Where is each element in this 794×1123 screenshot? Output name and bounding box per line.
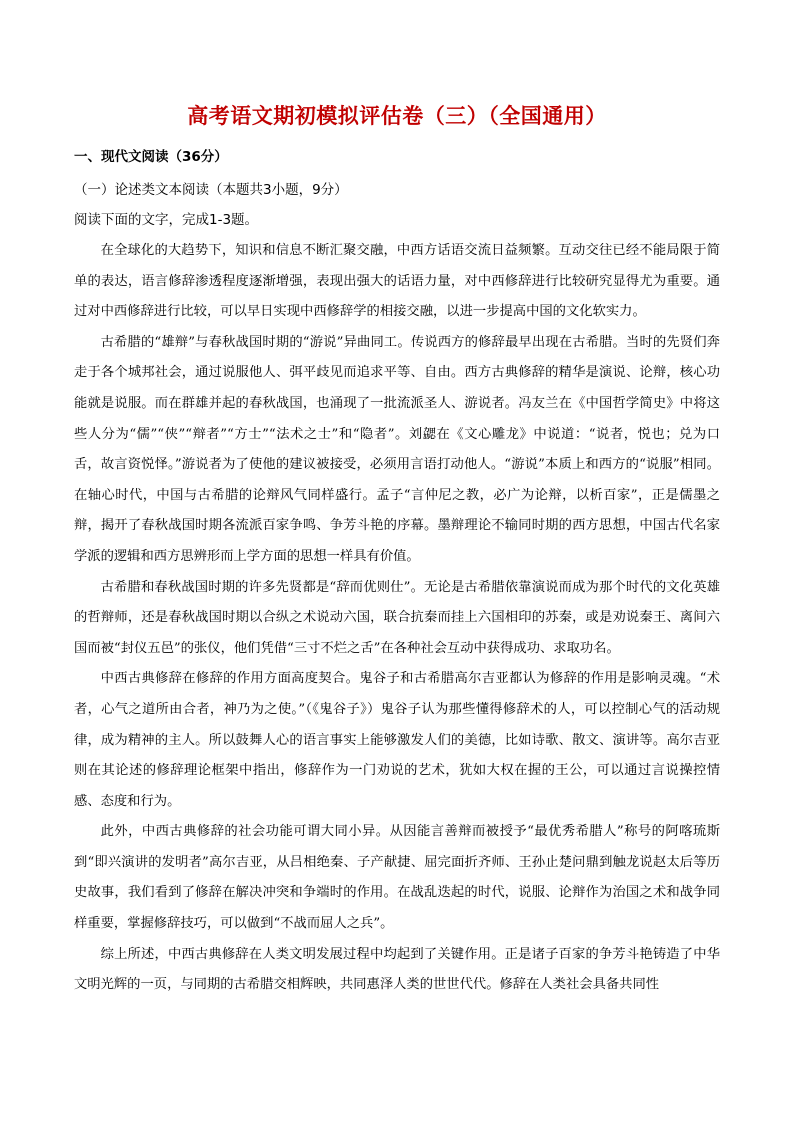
passage-paragraph: 中西古典修辞在修辞的作用方面高度契合。鬼谷子和古希腊高尔吉亚都认为修辞的作用是影响灵魂。“术者，心气之道所由合者，神乃为之使。”（《鬼谷子》）鬼谷子认为那些懂得修辞术的人，可以控制心气的活动规律，成为精神的主人。所以鼓舞人心的语言事实上能够激发人们的美德，比如诗歌、散文、演讲等。高尔吉亚则在其论述的修辞理论框架中指出，修辞作为一门劝说的艺术，犹如大权在握的王公，可以通过言说操控情感、态度和行为。 — [74, 671, 720, 809]
passage-paragraph: 在全球化的大趋势下，知识和信息不断汇聚交融，中西方话语交流日益频繁。互动交往已经不能局限于简单的表达，语言修辞渗透程度逐渐增强，表现出强大的话语力量，对中西修辞进行比较研究显得尤为重要。通过对中西修辞进行比较，可以早日实现中西修辞学的相接交融，以进一步提高中国的文化软实力。 — [74, 243, 720, 320]
passage-paragraph: 古希腊和春秋战国时期的许多先贤都是“辞而优则仕”。无论是古希腊依靠演说而成为那个时代的文化英雄的哲辩师，还是春秋战国时期以合纵之术说动六国，联合抗秦而挂上六国相印的苏秦，或是劝说秦王、离间六国而被“封仪五邑”的张仪，他们凭借“三寸不烂之舌”在各种社会互动中获得成功、求取功名。 — [74, 579, 720, 656]
reading-instruction: 阅读下面的文字，完成1-3题。 — [74, 212, 259, 228]
document-title: 高考语文期初模拟评估卷（三）（全国通用） — [187, 104, 607, 128]
section-heading: 一、现代文阅读（36分） — [74, 149, 228, 165]
passage-body — [74, 236, 720, 1001]
sub-section-heading: （一）论述类文本阅读（本题共3小题，9分） — [74, 182, 348, 198]
passage-paragraph: 古希腊的“雄辩”与春秋战国时期的“游说”异曲同工。传说西方的修辞最早出现在古希腊。当时的先贤们奔走于各个城邦社会，通过说服他人、弭平歧见而追求平等、自由。西方古典修辞的精华是演说、论辩，核心功能就是说服。而在群雄并起的春秋战国，也涌现了一批流派圣人、游说者。冯友兰在《中国哲学简史》中将这些人分为“儒”“侠”“辩者”“方士”“法术之士”和“隐者”。刘勰在《文心雕龙》中说道：“说者，悦也；兑为口舌，故言资悦怿。”游说者为了使他的建议被接受，必须用言语打动他人。“游说”本质上和西方的“说服”相同。在轴心时代，中国与古希腊的论辩风气同样盛行。孟子“言仲尼之教，必广为论辩，以析百家”，正是儒墨之辩，揭开了春秋战国时期各流派百家争鸣、争芳斗艳的序幕。墨辩理论不输同时期的西方思想，中国古代名家学派的逻辑和西方思辨形而上学方面的思想一样具有价值。 — [74, 334, 720, 564]
passage-paragraph: 综上所述，中西古典修辞在人类文明发展过程中均起到了关键作用。正是诸子百家的争芳斗艳铸造了中华文明光辉的一页，与同期的古希腊交相辉映，共同惠泽人类的世世代代。修辞在人类社会具备共同性 — [74, 946, 720, 993]
passage-paragraph: 此外，中西古典修辞的社会功能可谓大同小异。从因能言善辩而被授予“最优秀希腊人”称号的阿喀琉斯到“即兴演讲的发明者”高尔吉亚，从吕相绝秦、子产献捷、屈完面折齐师、王孙止楚问鼎到触龙说赵太后等历史故事，我们看到了修辞在解决冲突和争端时的作用。在战乱迭起的时代，说服、论辩作为治国之术和战争同样重要，掌握修辞技巧，可以做到“不战而屈人之兵”。 — [74, 824, 720, 932]
